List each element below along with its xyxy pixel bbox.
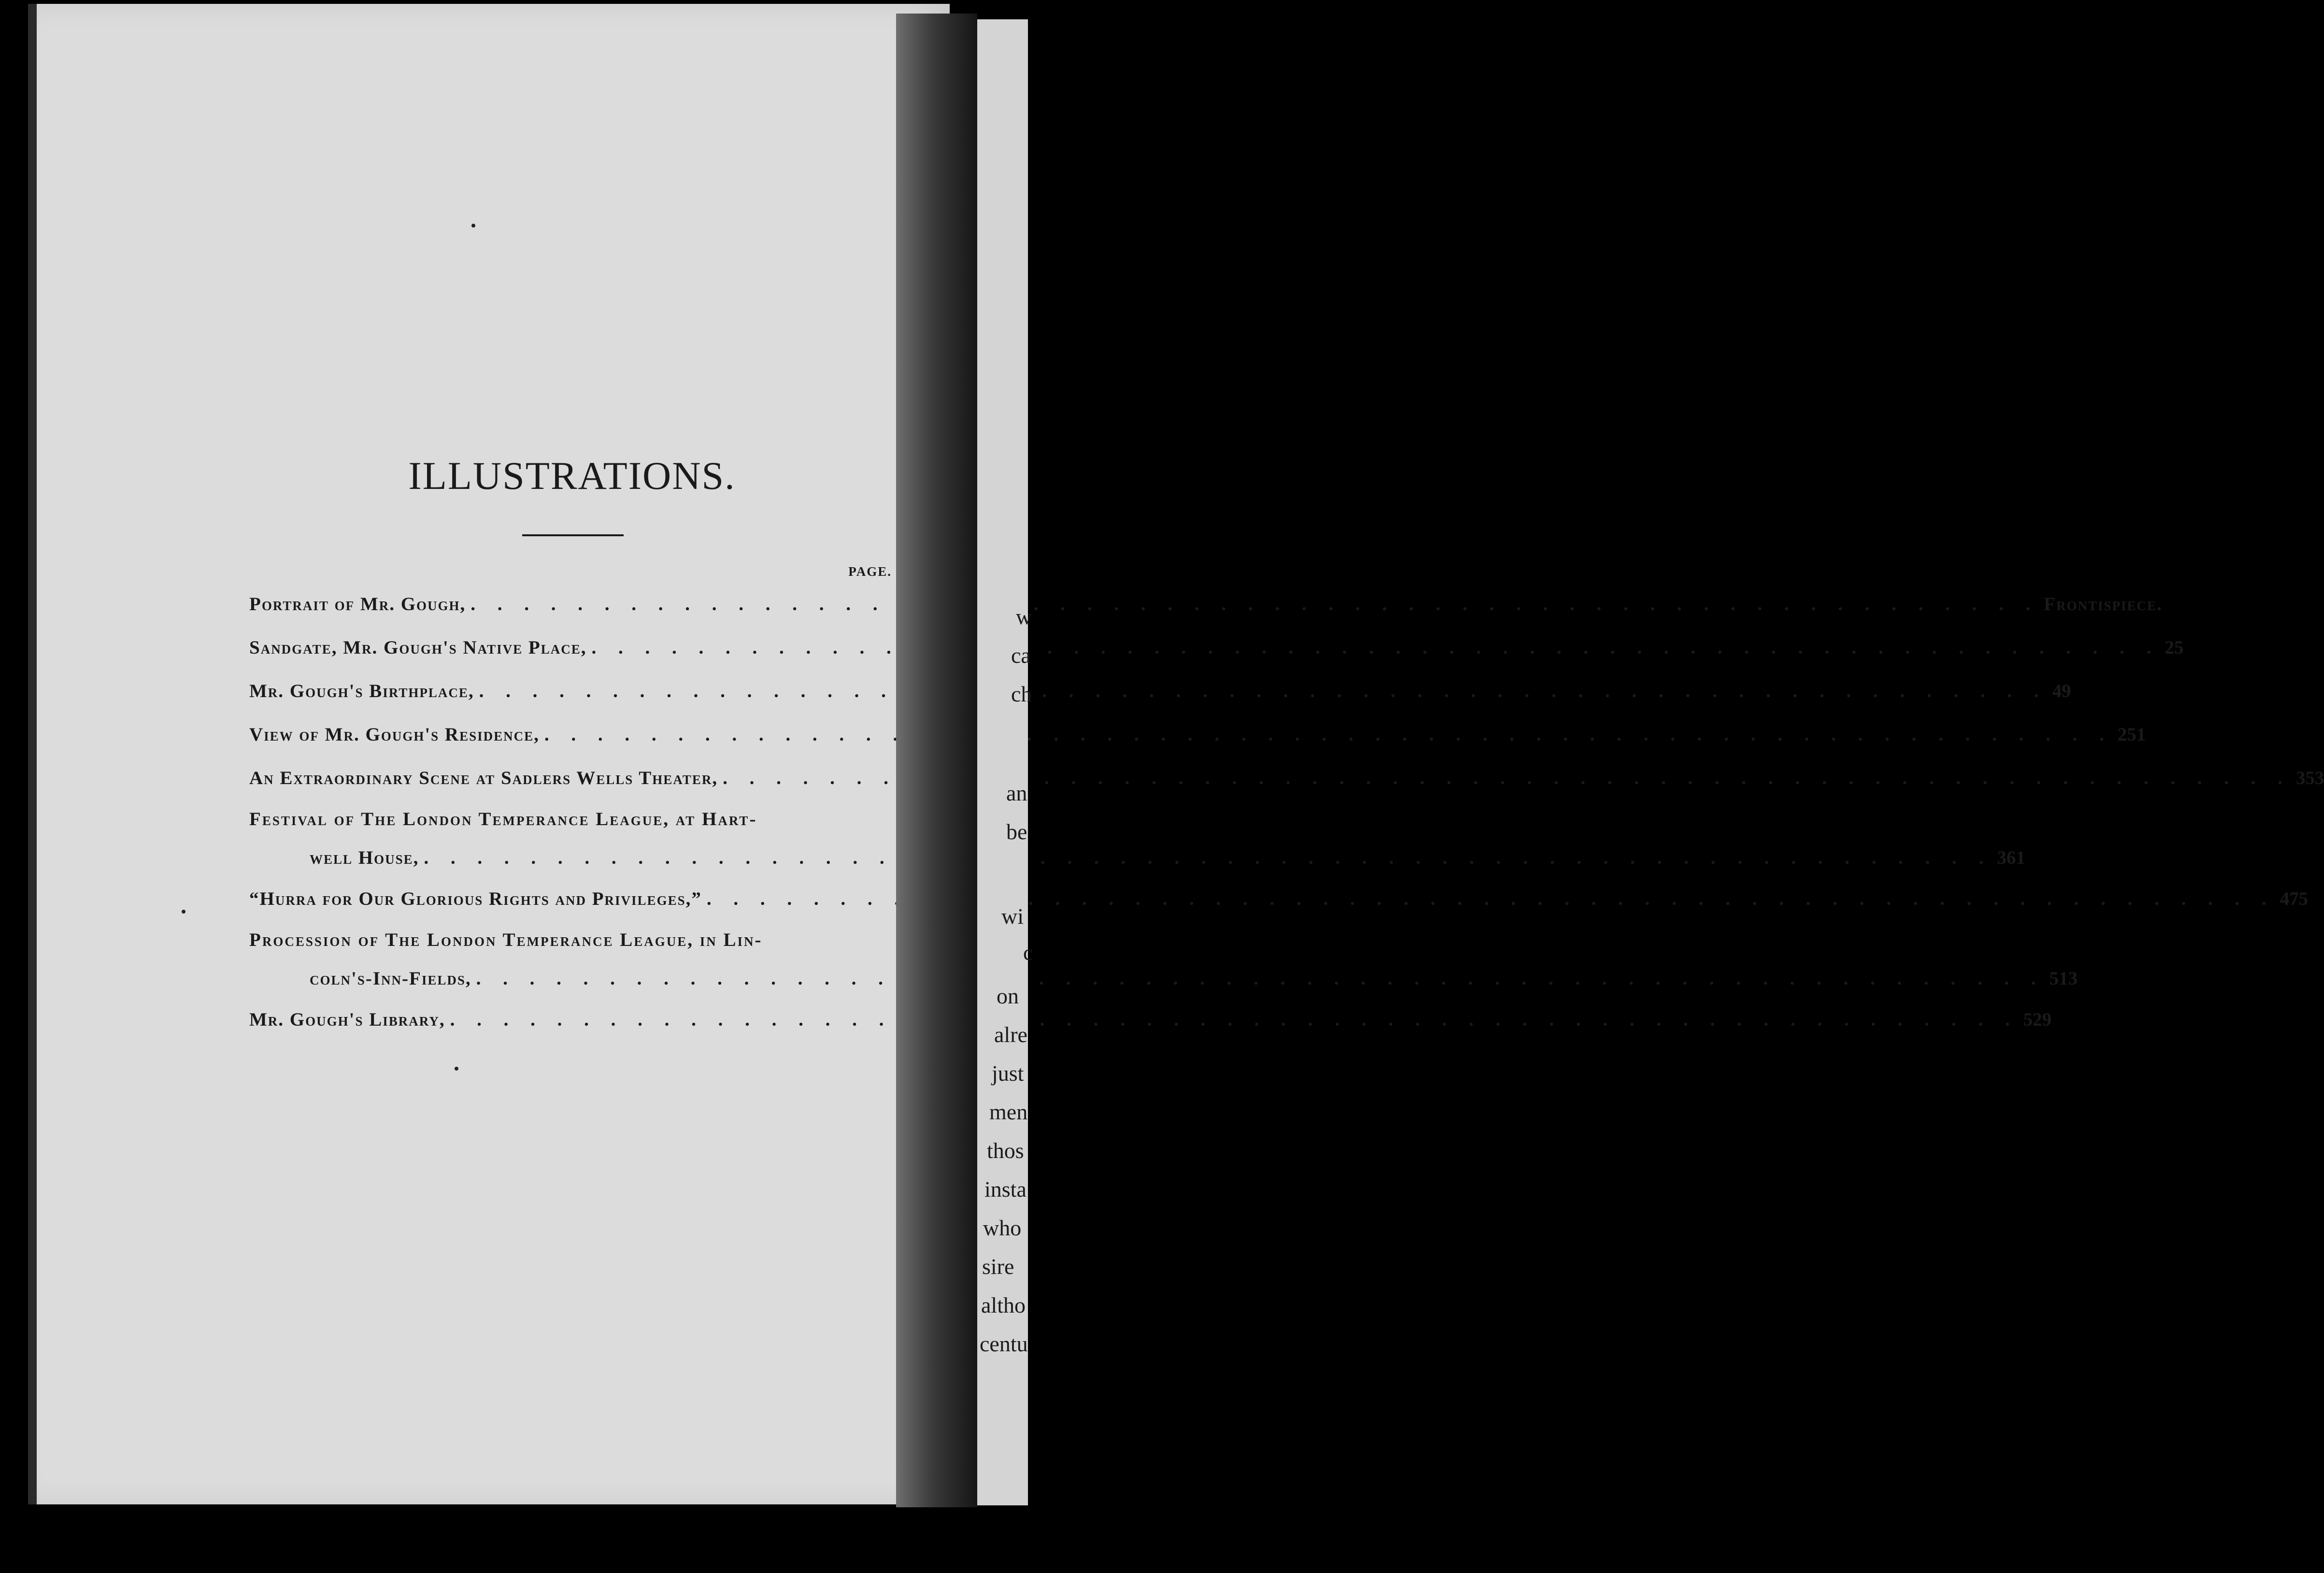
entry-title-line1: Festival of The London Temperance League, at Hart- xyxy=(249,809,757,829)
facing-text: ch xyxy=(1011,682,1032,706)
entry-page: 529 xyxy=(2023,1009,2052,1030)
scan-border xyxy=(0,1511,1028,1573)
entry-title: View of Mr. Gough's Residence, xyxy=(249,724,540,745)
facing-text: on xyxy=(997,984,1019,1008)
entry-page: 251 xyxy=(2117,724,2146,745)
facing-text: men xyxy=(989,1100,1028,1124)
list-item xyxy=(249,757,2324,800)
entry-page: 513 xyxy=(2049,968,2078,989)
page-column-heading: PAGE. xyxy=(848,564,892,579)
dot-leader xyxy=(476,959,2045,998)
page-title: ILLUSTRATIONS. xyxy=(408,454,736,498)
facing-page xyxy=(977,19,1033,1505)
facing-text: ca xyxy=(1011,643,1031,668)
entry-title-line1: Procession of The London Temperance League, in Lin- xyxy=(249,930,763,950)
entry-title: Mr. Gough's Library, xyxy=(249,1009,445,1030)
entry-page: 361 xyxy=(1997,847,2025,868)
entry-page: Frontispiece. xyxy=(2044,594,2163,615)
book-gutter xyxy=(896,14,977,1507)
title-rule xyxy=(522,534,624,536)
facing-text: w xyxy=(1016,604,1032,629)
dot-leader xyxy=(450,998,2019,1042)
entry-title: Sandgate, Mr. Gough's Native Place, xyxy=(249,637,587,658)
dot-leader xyxy=(544,713,2113,757)
facing-text: c xyxy=(1023,940,1033,965)
entry-title: Portrait of Mr. Gough, xyxy=(249,594,466,615)
facing-text: altho xyxy=(981,1293,1026,1317)
facing-text: be xyxy=(1006,819,1027,844)
facing-text: who xyxy=(983,1216,1022,1240)
entry-page: 25 xyxy=(2165,637,2184,658)
dot-leader xyxy=(479,670,2048,713)
entry-title-line2: coln's-Inn-Fields, xyxy=(310,968,471,989)
entry-page: 49 xyxy=(2052,681,2071,701)
facing-text: just xyxy=(992,1061,1024,1086)
entry-title: An Extraordinary Scene at Sadlers Wells Theater, xyxy=(249,768,718,788)
entry-title: “Hurra for Our Glorious Rights and Privileges,” xyxy=(249,888,702,909)
entry-title-line2: well House, xyxy=(310,847,419,868)
list-item xyxy=(249,713,2146,757)
facing-text: centu xyxy=(980,1331,1028,1356)
list-item xyxy=(249,921,2078,998)
facing-text: alre xyxy=(994,1022,1027,1047)
entry-continuation xyxy=(249,839,2025,877)
ink-speck xyxy=(471,224,475,228)
entry-page: 475 xyxy=(2280,888,2309,909)
dot-leader xyxy=(424,839,1992,877)
facing-text: wi xyxy=(1001,904,1024,929)
list-item xyxy=(249,583,2163,626)
dot-leader xyxy=(471,583,2039,626)
ink-speck xyxy=(455,1067,458,1071)
facing-text: sire xyxy=(982,1254,1014,1279)
facing-text: insta xyxy=(984,1177,1027,1201)
ink-speck xyxy=(182,910,185,914)
facing-text: an xyxy=(1006,781,1027,805)
entry-page: 353 xyxy=(2295,768,2324,788)
dot-leader xyxy=(591,626,2160,670)
entry-title: Mr. Gough's Birthplace, xyxy=(249,681,474,701)
facing-text: thos xyxy=(987,1138,1024,1163)
